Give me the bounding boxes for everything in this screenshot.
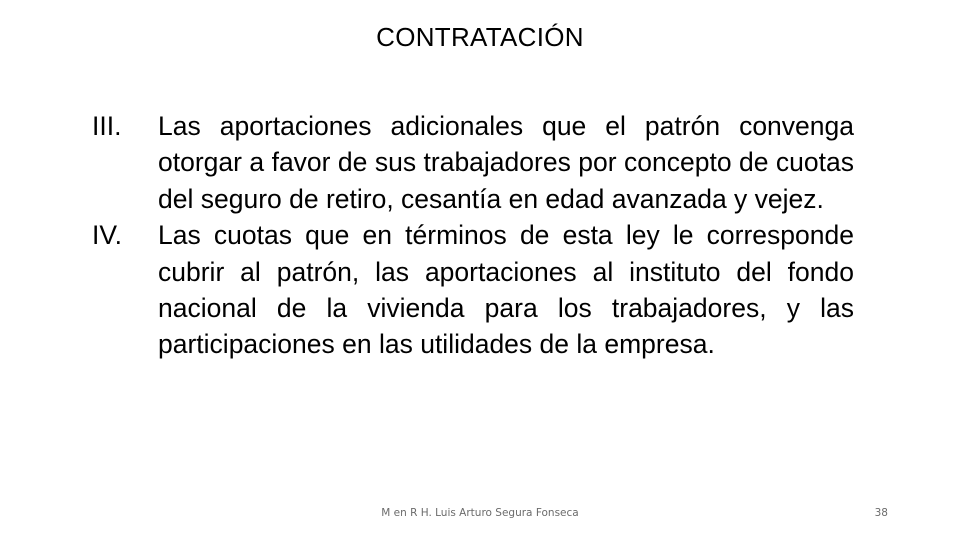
numbered-list bbox=[92, 108, 854, 363]
list-item-text: Las aportaciones adicionales que el patrón convenga otorgar a favor de sus trabajadores por concepto de cuotas del seguro de retiro, cesantía en edad avanzada y vejez. bbox=[158, 111, 854, 214]
list-item bbox=[92, 108, 854, 217]
slide-title: CONTRATACIÓN bbox=[376, 22, 584, 52]
footer-author: M en R H. Luis Arturo Segura Fonseca bbox=[381, 507, 579, 519]
list-item-number: IV. bbox=[92, 220, 122, 251]
list-item bbox=[92, 217, 854, 363]
page-number: 38 bbox=[874, 507, 888, 519]
list-item-text: Las cuotas que en términos de esta ley le corresponde cubrir al patrón, las aportaciones al instituto del fondo nacional de la vivienda para los trabajadores, y las participaciones en las utilidades de la empresa. bbox=[158, 220, 854, 360]
list-item-number: III. bbox=[92, 111, 122, 141]
